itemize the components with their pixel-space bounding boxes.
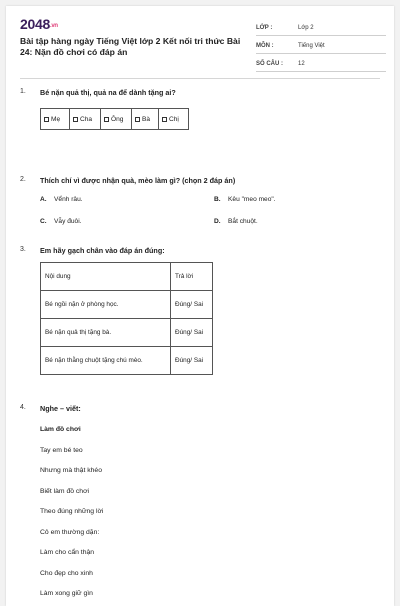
question-2 [20, 176, 380, 236]
poem-line: Theo đúng những lời [40, 508, 104, 515]
checkbox-icon[interactable] [104, 117, 109, 122]
poem-title: Làm đồ chơi [40, 426, 81, 433]
table-cell: Bé nặn thằng chuột tặng chú mèo. [41, 347, 171, 375]
meta-value: Tiếng Việt [298, 43, 325, 49]
table-cell: Bé ngồi nặn ở phòng học. [41, 291, 171, 319]
meta-row-count [256, 56, 386, 72]
table-row [41, 291, 213, 319]
question-number: 2. [20, 176, 26, 183]
site-logo[interactable]: 2048.vn [20, 16, 58, 32]
worksheet-header [20, 16, 380, 76]
table-row [41, 347, 213, 375]
poem-line: Biết làm đồ chơi [40, 487, 90, 495]
option-cell[interactable]: Mẹ [41, 109, 70, 129]
option-cell[interactable]: Chị [159, 109, 188, 129]
answer-table [40, 262, 213, 375]
option-cell[interactable]: Bà [132, 109, 159, 129]
question-text: Em hãy gạch chân vào đáp án đúng: [40, 246, 165, 255]
poem-line: Làm cho cẩn thận [40, 549, 95, 556]
document-title: Bài tập hàng ngày Tiếng Việt lớp 2 Kết nối tri thức Bài 24: Nặn đồ chơi có đáp án [20, 36, 241, 57]
choice-d[interactable]: D. Bắt chuột. [214, 218, 258, 225]
worksheet-page [6, 6, 394, 606]
checkbox-icon[interactable] [162, 117, 167, 122]
meta-key: MÔN : [256, 43, 274, 49]
answer-cell[interactable]: Đúng/ Sai [171, 347, 213, 375]
checkbox-icon[interactable] [135, 117, 140, 122]
table-header-cell: Nội dung [41, 263, 171, 291]
meta-row-subject [256, 38, 386, 54]
question-3 [20, 246, 380, 386]
meta-value: Lớp 2 [298, 25, 314, 31]
checkbox-icon[interactable] [73, 117, 78, 122]
question-number: 1. [20, 88, 26, 95]
meta-info [256, 20, 386, 74]
header-divider [20, 78, 380, 79]
answer-cell[interactable]: Đúng/ Sai [171, 291, 213, 319]
question-number: 3. [20, 246, 26, 253]
question-1 [20, 88, 380, 138]
question-text: Thích chí vì được nhận quà, mèo làm gì? (chọn 2 đáp án) [40, 176, 236, 185]
table-header-row [41, 263, 213, 291]
meta-value: 12 [298, 61, 305, 67]
meta-key: SỐ CÂU : [256, 61, 283, 67]
table-cell: Bé nặn quả thị tặng bà. [41, 319, 171, 347]
question-text: Nghe – viết: [40, 404, 81, 413]
choice-a[interactable]: A. Vểnh râu. [40, 196, 83, 203]
poem-line: Tay em bé teo [40, 446, 83, 454]
poem-line: Làm xong giữ gìn [40, 590, 93, 597]
options-box [40, 108, 189, 130]
meta-key: LỚP : [256, 25, 273, 31]
question-4 [20, 404, 380, 604]
option-cell[interactable]: Ông [101, 109, 132, 129]
table-row [41, 319, 213, 347]
choice-b[interactable]: B. Kêu "meo meo". [214, 196, 276, 203]
poem [40, 420, 103, 605]
question-text: Bé nặn quả thị, quả na để dành tặng ai? [40, 88, 176, 97]
option-cell[interactable]: Cha [70, 109, 101, 129]
poem-line: Cho đẹp cho xinh [40, 569, 93, 577]
answer-cell[interactable]: Đúng/ Sai [171, 319, 213, 347]
meta-row-class [256, 20, 386, 36]
poem-line: Cô em thường dặn: [40, 528, 100, 536]
table-header-cell: Trả lời [171, 263, 213, 291]
choice-c[interactable]: C. Vẫy đuôi. [40, 218, 82, 225]
poem-line: Nhưng mà thật khéo [40, 467, 102, 474]
checkbox-icon[interactable] [44, 117, 49, 122]
question-number: 4. [20, 404, 26, 411]
